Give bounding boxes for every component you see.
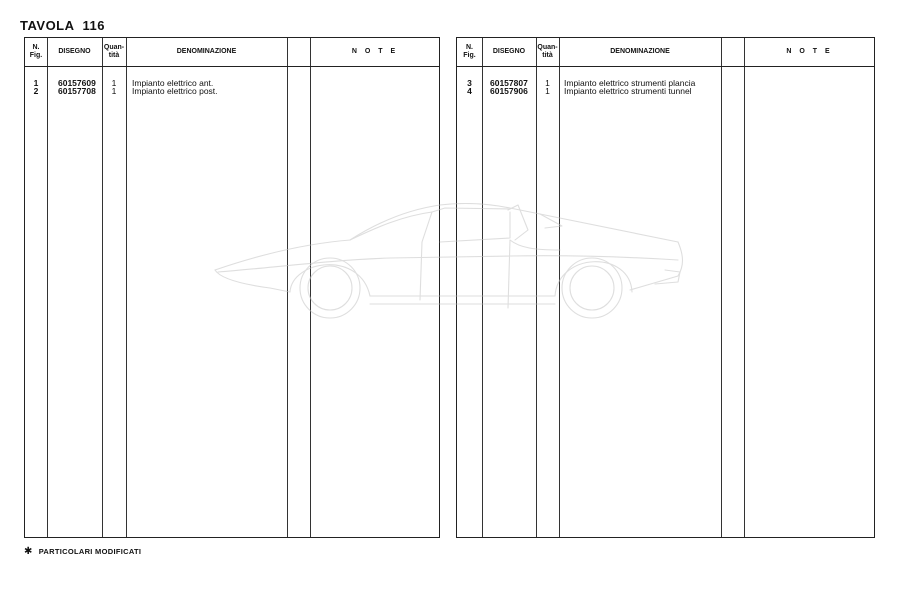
header-qty-line1: Quan- (103, 44, 125, 51)
part-quantity: 1 (111, 78, 117, 88)
part-quantity: 1 (545, 86, 550, 96)
header-fig-line2: Fig. (463, 52, 476, 59)
page-title (20, 18, 105, 33)
fig-number: 2 (33, 86, 39, 96)
part-code: 60157807 (490, 78, 528, 88)
header-disegno: DISEGNO (492, 48, 526, 55)
fig-number: 1 (33, 78, 39, 88)
footnote-text: PARTICOLARI MODIFICATI (38, 547, 142, 556)
part-name: Impianto elettrico strumenti tunnel (564, 86, 692, 96)
column-divider (126, 38, 127, 537)
part-quantity: 1 (111, 86, 117, 96)
footnote (24, 546, 141, 557)
part-code: 60157708 (58, 86, 96, 96)
header-rule (457, 66, 874, 67)
header-denominazione: DENOMINAZIONE (176, 48, 237, 55)
header-qty-line1: Quan- (537, 44, 558, 51)
header-denominazione: DENOMINAZIONE (610, 48, 670, 55)
header-disegno: DISEGNO (58, 48, 91, 55)
header-note: N O T E (351, 48, 399, 55)
table-row (457, 87, 874, 96)
part-name: Impianto elettrico ant. (132, 78, 214, 88)
table-row (25, 87, 439, 96)
header-quantita (536, 38, 559, 66)
part-name: Impianto elettrico post. (132, 86, 218, 96)
header-note: N O T E (786, 48, 833, 55)
header-fig (457, 38, 482, 66)
header-fig-line1: N. (466, 44, 473, 51)
column-divider (47, 38, 48, 537)
header-fig-line1: N. (32, 44, 40, 51)
fig-number: 3 (467, 78, 472, 88)
car-silhouette-watermark (210, 200, 690, 330)
part-name: Impianto elettrico strumenti plancia (564, 78, 696, 88)
page-title-label: TAVOLA (20, 18, 75, 33)
column-divider (721, 38, 722, 537)
header-quantita (102, 38, 126, 66)
fig-number: 4 (467, 86, 472, 96)
header-qty-line2: tità (108, 52, 120, 59)
page-title-number: 116 (82, 18, 105, 33)
part-quantity: 1 (545, 78, 550, 88)
part-code: 60157906 (490, 86, 528, 96)
header-rule (25, 66, 439, 67)
header-fig-line2: Fig. (29, 52, 43, 59)
column-divider (102, 38, 103, 537)
column-divider (744, 38, 745, 537)
part-code: 60157609 (58, 78, 96, 88)
header-qty-line2: tità (542, 52, 553, 59)
header-fig (25, 38, 47, 66)
asterisk-icon: ✱ (24, 546, 33, 557)
